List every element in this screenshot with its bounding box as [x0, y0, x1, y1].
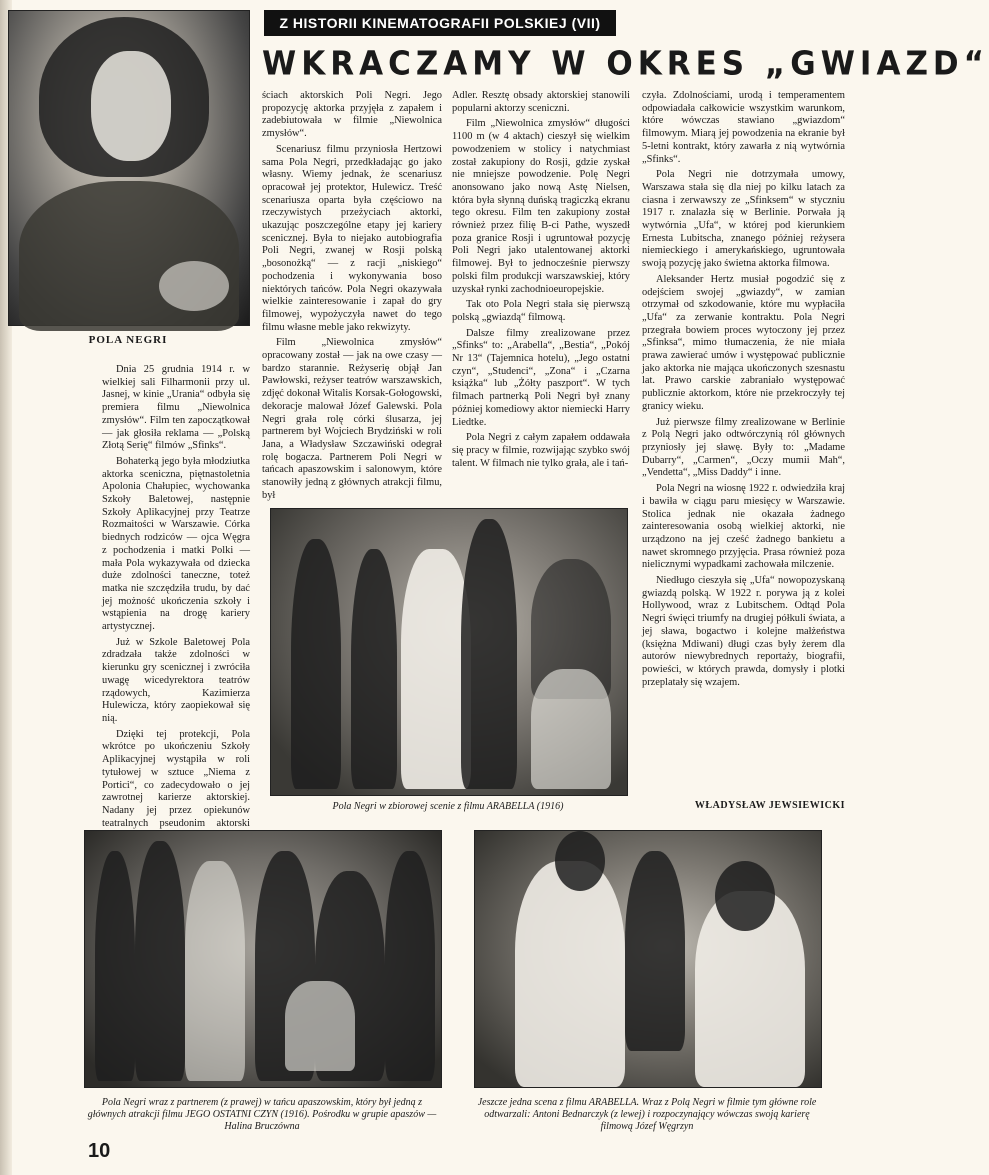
head-shape — [555, 831, 605, 891]
paragraph: Film „Niewolnica zmysłów“ długości 1100 m (w 4 aktach) cieszył się wielkim powodzeniem w stolicy i natychmiast został zakupiony do Rosji, gdzie zyskał nie mniejsze powodzenie. Polę Negri anonsowano jako nową Astę Nielsen, która była słynną duńską tragiczką ekranu tego okresu. Film ten zakupiony został również przez filię B-ci Pathe, wyszedł poza granice Rosji i ugruntował pozycję Poli Negri jako utalentowanej aktorki filmowej. Był to jednocześnie pierwszy polski film produkcji warszawskiej, który uzyskał rynki zachodnioeuropejskie. — [452, 118, 630, 295]
paragraph: Dnia 25 grudnia 1914 r. w wielkiej sali Filharmonii przy ul. Jasnej, w kinie „Urania“ odbyła się premiera filmu „Niewolnica zmysłów“. Film ten zapoczątkował — jak głosiła reklama — „Polską Złotą Serię“ filmów „Sfinks“. — [102, 364, 250, 452]
lab-coat-shape — [515, 861, 625, 1087]
article-column-1 — [102, 364, 250, 829]
face-shape — [91, 51, 171, 161]
paragraph: Adler. Resztę obsady aktorskiej stanowili popularni aktorzy sceniczni. — [452, 90, 630, 114]
paragraph: Pola Negri na wiosnę 1922 r. odwiedziła kraj i bawiła w ciągu paru miesięcy w Warszawie. Stolica jednak nie okazała żadnego zainteresowania osobą wielkiej aktorki, nie urządzono na jej cześć żadnego bankietu a nawet skromnego przyjęcia. Prasa również poza nielicznymi wypadkami zachowała milczenie. — [642, 483, 845, 571]
dress-shape — [185, 861, 245, 1081]
arabella-group-photo — [270, 508, 628, 796]
arabella-group-caption: Pola Negri w zbiorowej scenie z filmu ARABELLA (1916) — [332, 801, 564, 812]
arabella-lab-photo — [474, 830, 822, 1088]
paragraph: Już pierwsze filmy zrealizowane w Berlinie z Polą Negri jako odtwórczynią ról głównych przyniosły jej sławę. Były to: „Madame Dubarry“, „Carmen“, „Oczy mumii Mah“, „Vendetta“, „Miss Daddy“ i inne. — [642, 416, 845, 479]
figure-shape — [135, 841, 185, 1081]
paragraph: ściach aktorskich Poli Negri. Jego propozycję aktorka przyjęła z zapałem i zadebiutowała w filmie „Niewolnica zmysłów“. — [262, 90, 442, 140]
dress-shape — [285, 981, 355, 1071]
portrait-caption: POLA NEGRI — [88, 334, 168, 346]
article-column-4 — [642, 90, 845, 796]
paragraph: Dalsze filmy zrealizowane przez „Sfinks“ to: „Arabella“, „Bestia“, „Pokój Nr 13“ (Tajemnica hotelu), „Jego ostatni czyn“, „Studenci“, „Zona“ i „Czarna książka“ lub „Żółty paszport“. W tych filmach partnerką Poli Negri był znany później komediowy aktor niemiecki Harry Liedtke. — [452, 327, 630, 428]
paragraph: Niedługo cieszyła się „Ufa“ nowopozyskaną gwiazdą polską. W 1922 r. porywa ją z kolei Hollywood, wraz z Lubitschem. Odtąd Pola Negri święci triumfy na drugiej półkuli świata, a jej sława, bogactwo i kolejne małżeństwa (księżna Mdiwani) długi czas były żerem dla autorów niewybrednych reportaży, biografii, powieści, w których prawda, domysły i plotki przeplatały się wzajem. — [642, 575, 845, 688]
apache-dance-caption: Pola Negri wraz z partnerem (z prawej) w tańcu apaszowskim, który był jedną z głównych atrakcji filmu JEGO OSTATNI CZYN (1916). Pośrodku w grupie apaszów — Halina Bruczówna — [87, 1097, 437, 1132]
paragraph: Aleksander Hertz musiał pogodzić się z odejściem swojej „gwiazdy“, w zamian otrzymał od szkodowanie, które mu wypłaciła „Ufa“ za zerwanie kontraktu. Pola Negri przegrała bowiem proces wytoczony jej przez „Sfinksa“, mimo tłumaczenia, że nie miała prawa zawierać umów i występować publicznie jako aktorka nie mająca ukończonych szesnastu lat. Prawo carskie zabraniało występować publicznie aktorkom, które nie przekroczyły tej granicy wieku. — [642, 273, 845, 412]
head-shape — [715, 861, 775, 931]
paragraph: Dzięki tej protekcji, Pola wkrótce po ukończeniu Szkoły Aplikacyjnej wystąpiła w roli tytułowej w sztuce „Niema z Portici“, co zadecydowało o jej zawrotnej karierze aktorskiej. Nadany jej przez opiekunów teatralnych pseudonim aktorski — [102, 728, 250, 829]
author-signature: WŁADYSŁAW JEWSIEWICKI — [694, 800, 845, 811]
paragraph: Tak oto Pola Negri stała się pierwszą polską „gwiazdą“ filmową. — [452, 299, 630, 323]
article-column-2 — [262, 90, 442, 500]
series-label: Z HISTORII KINEMATOGRAFII POLSKIEJ (VII) — [264, 10, 616, 36]
figure-shape — [385, 851, 435, 1081]
hand-shape — [159, 261, 229, 311]
paragraph: Już w Szkole Baletowej Pola zdradzała także zdolności w kierunku gry scenicznej i zwróciła uwagę wicedyrektora teatrów rządowych, Kazimierza Hulewicza, który zaopiekował się nią. — [102, 636, 250, 724]
figure-shape — [461, 519, 517, 789]
article-column-3 — [452, 90, 630, 500]
paragraph: Pola Negri z całym zapałem oddawała się pracy w filmie, rozwijając szybko swój talent. W filmach nie tylko grała, ale i tań- — [452, 432, 630, 469]
figure-shape — [625, 851, 685, 1051]
page-number: 10 — [88, 1140, 111, 1162]
figure-shape — [95, 851, 135, 1081]
portrait-photo — [8, 10, 250, 326]
dress-shape — [531, 669, 611, 789]
arabella-lab-caption: Jeszcze jedna scena z filmu ARABELLA. Wraz z Polą Negri w filmie tym główne role odtwarzali: Antoni Bednarczyk (z lewej) i rozpoczynający wówczas swoją karierę filmową Józef Węgrzyn — [477, 1097, 817, 1132]
paragraph: Scenariusz filmu przyniosła Hertzowi sama Pola Negri, przedkładając go jako własny. Wiemy jednak, że scenariusz opracował jej protektor, Hulewicz. Treść scenariusza oparta była częściowo na rzeczywistych przeżyciach aktorki, ukazując poszczególne etapy jej kariery scenicznej. Była to niejako autobiografia Poli Negri, zwanej w Rosji polską „bosonożką“ — z racji „niskiego“ pochodzenia i wykonywania boso niektórych tańców. Pola Negri okazywała wielkie zainteresowanie i zapał do gry filmowej, wypożyczyła nawet do tego filmu własne meble jako rekwizyty. — [262, 143, 442, 333]
figure-shape — [291, 539, 341, 789]
figure-shape — [351, 549, 397, 789]
paragraph: Film „Niewolnica zmysłów“ opracowany został — jak na owe czasy — bardzo starannie. Reżyserię objął Jan Pawłowski, reżyser teatrów warszawskich, zdjęć dokonał Witalis Korsak-Gołogowski, dekoracje malował Józef Galewski. Pola Negri grała rolę córki ślusarza, jej partnerem był Wojciech Brydziński w roli Jana, a Władysław Szczawiński odegrał rolę bogacza. Partnerem Poli Negri w tańcach apaszowskim i salonowym, które stanowiły jedną z głównych atrakcji filmu, był — [262, 337, 442, 501]
paragraph: Bohaterką jego była młodziutka aktorka sceniczna, piętnastoletnia Apolonia Chałupiec, wychowanka Szkoły Baletowej, następnie Szkoły Aplikacyjnej przy Teatrze Rozmaitości w Warszawie. Córka biednych rodziców — ojca Węgra z pochodzenia i matki Polki — mała Pola wykazywała od dziecka duże zdolności taneczne, toteż matka nie szczędziła trudu, by dać jej możność ukończenia szkoły i wstąpienia na drogę kariery artystycznej. — [102, 455, 250, 633]
article-title: WKRACZAMY W OKRES „GWIAZD“ — [262, 45, 989, 83]
paragraph: Pola Negri nie dotrzymała umowy, Warszawa stała się dla niej po kilku latach za ciasna i zerwawszy ze „Sfinksem“ w styczniu 1917 r. znalazła się w Berlinie. Porwała ją wytwórnia „Ufa“, w której pod kierunkiem Ernesta Lubitscha, znanego później reżysera niemieckiego i amerykańskiego, ugruntowała swoją pozycję jako świetna aktorka filmowa. — [642, 169, 845, 270]
paragraph: czyła. Zdolnościami, urodą i temperamentem odpowiadała całkowicie wszystkim warunkom, które wówczas stawiano „gwiazdom“ filmowym. Miarą jej powodzenia na ekranie był 5-letni kontrakt, który zawarła z nią wytwórnia „Sfinks“. — [642, 90, 845, 165]
apache-dance-photo — [84, 830, 442, 1088]
